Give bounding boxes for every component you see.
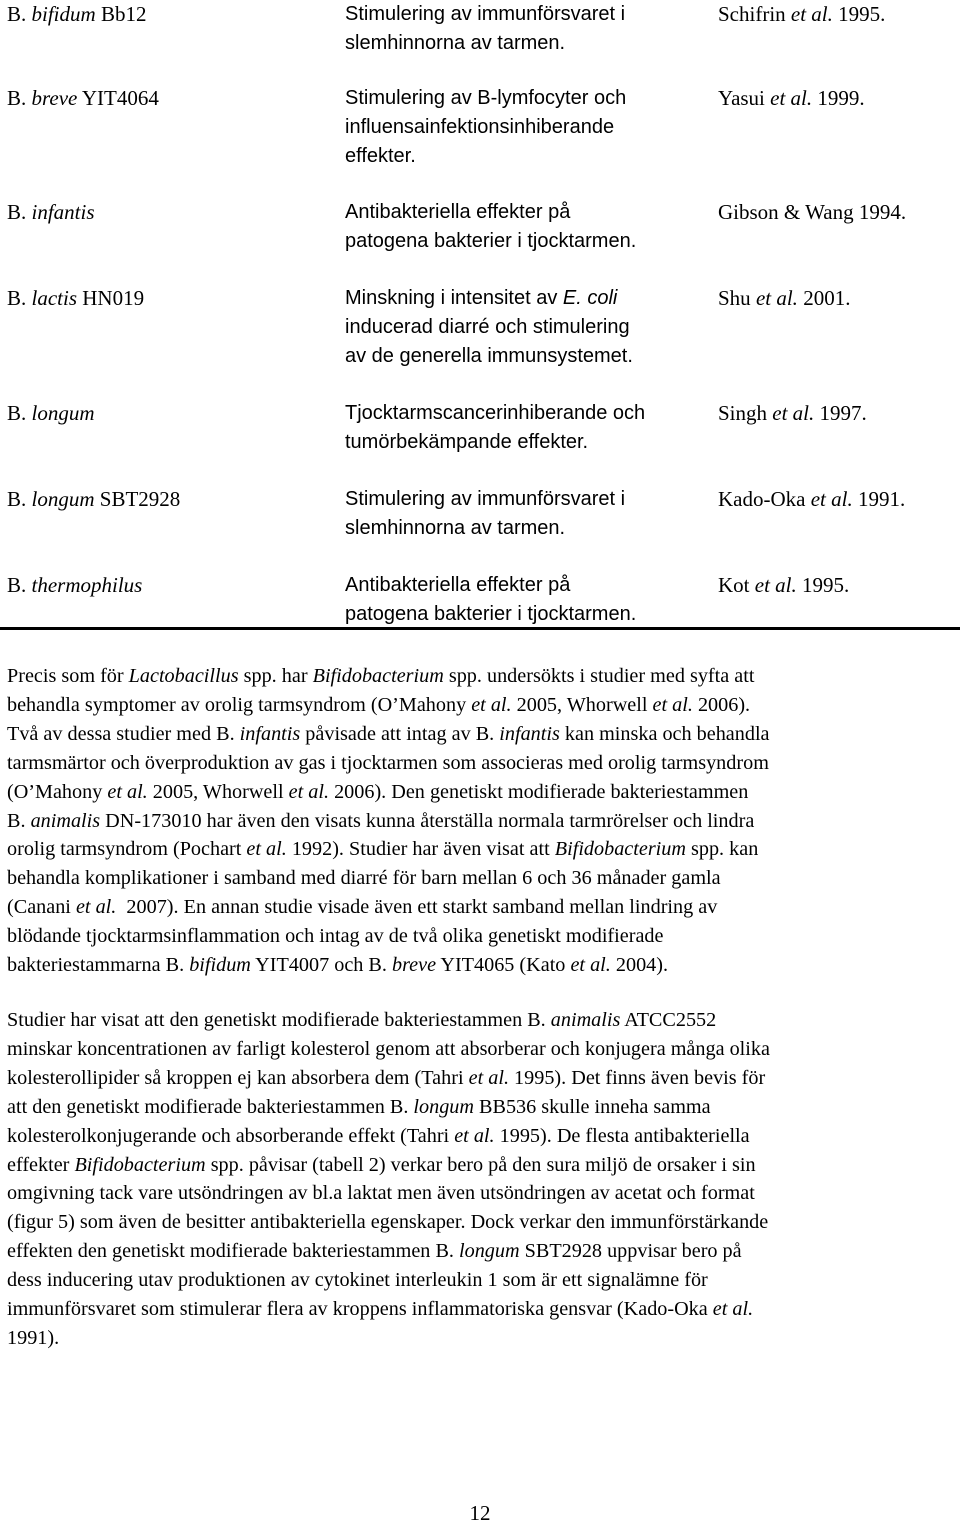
effect-cell bbox=[345, 0, 705, 58]
paragraph-line: tarmsmärtor och överproduktion av gas i tjocktarmen som associeras med orolig tarmsyndrom bbox=[7, 751, 769, 774]
effect-line: patogena bakterier i tjocktarmen. bbox=[345, 603, 637, 625]
page-number: 12 bbox=[469, 1501, 491, 1525]
paragraph-line: Två av dessa studier med B. infantis påvisade att intag av B. infantis kan minska och behandla bbox=[7, 722, 770, 745]
effect-cell bbox=[345, 485, 705, 543]
paragraph-line: orolig tarmsyndrom (Pochart et al. 1992). Studier har även visat att Bifidobacterium spp. kan bbox=[7, 838, 759, 861]
reference-cell: Kado-Oka et al. 1991. bbox=[718, 487, 906, 511]
paragraph-line: blödande tjocktarmsinflammation och intag av de två olika genetiskt modifierade bbox=[7, 925, 664, 948]
paragraph-line: kolesterollipider så kroppen ej kan absorbera dem (Tahri et al. 1995). Det finns även bevis för bbox=[7, 1066, 766, 1089]
effect-line: Minskning i intensitet av E. coli bbox=[345, 287, 618, 309]
effect-line: tumörbekämpande effekter. bbox=[345, 431, 589, 453]
paragraph-line: bakteriestammarna B. bifidum YIT4007 och B. breve YIT4065 (Kato et al. 2004). bbox=[7, 954, 669, 977]
paragraph-line: dess inducering utav produktionen av cytokinet interleukin 1 som är ett signalämne för bbox=[7, 1269, 708, 1292]
effect-cell bbox=[345, 571, 705, 629]
paragraph-line: Studier har visat att den genetiskt modifierade bakteriestammen B. animalis ATCC2552 bbox=[7, 1009, 717, 1031]
effect-line: Stimulering av B-lymfocyter och bbox=[345, 87, 627, 109]
effect-line: patogena bakterier i tjocktarmen. bbox=[345, 230, 637, 252]
paragraph-line: behandla symptomer av orolig tarmsyndrom (O’Mahony et al. 2005, Whorwell et al. 2006). bbox=[7, 693, 751, 716]
paragraph-cholesterol bbox=[7, 1006, 957, 1353]
effect-line: Antibakteriella effekter på bbox=[345, 201, 571, 223]
paragraph-line: omgivning tack vare utsöndringen av bl.a laktat men även utsöndringen av acetat och format bbox=[7, 1182, 755, 1205]
effect-line: Stimulering av immunförsvaret i bbox=[345, 488, 626, 510]
paragraph-line: immunförsvaret som stimulerar flera av kroppens inflammatoriska gensvar (Kado-Oka et al. bbox=[7, 1298, 754, 1321]
effect-line: slemhinnorna av tarmen. bbox=[345, 32, 566, 54]
bacteria-name-cell: B. longum bbox=[7, 401, 95, 425]
bacteria-name-cell: B. thermophilus bbox=[7, 573, 143, 597]
paragraph-line: effekten den genetiskt modifierade bakteriestammen B. longum SBT2928 uppvisar bero på bbox=[7, 1240, 742, 1263]
reference-cell: Singh et al. 1997. bbox=[718, 401, 867, 425]
effect-line: av de generella immunsystemet. bbox=[345, 345, 633, 367]
effect-cell bbox=[345, 284, 705, 371]
effect-line: Stimulering av immunförsvaret i bbox=[345, 3, 626, 25]
bacteria-name-cell: B. bifidum Bb12 bbox=[7, 2, 147, 26]
effect-line: Antibakteriella effekter på bbox=[345, 574, 571, 596]
bacteria-name-cell: B. infantis bbox=[7, 200, 95, 224]
paragraph-line: effekter Bifidobacterium spp. påvisar (tabell 2) verkar bero på den sura miljö de orsaker i sin bbox=[7, 1153, 756, 1176]
reference-cell: Schifrin et al. 1995. bbox=[718, 2, 886, 26]
bacteria-name-cell: B. longum SBT2928 bbox=[7, 487, 181, 511]
effect-line: effekter. bbox=[345, 145, 416, 167]
paragraph-line: (O’Mahony et al. 2005, Whorwell et al. 2006). Den genetiskt modifierade bakteriestammen bbox=[7, 780, 749, 803]
effect-cell bbox=[345, 84, 705, 171]
bacteria-name-cell: B. lactis HN019 bbox=[7, 286, 145, 310]
paragraph-line: Precis som för Lactobacillus spp. har Bifidobacterium spp. undersökts i studier med syfta att bbox=[7, 665, 755, 687]
paragraph-line: behandla komplikationer i samband med diarré för barn mellan 6 och 36 månader gamla bbox=[7, 867, 721, 890]
paragraph-line: B. animalis DN-173010 har även den visats kunna återställa normala tarmrörelser och lindra bbox=[7, 809, 755, 832]
bacteria-name-cell: B. breve YIT4064 bbox=[7, 86, 159, 110]
reference-cell: Yasui et al. 1999. bbox=[718, 86, 865, 110]
reference-cell: Gibson & Wang 1994. bbox=[718, 200, 907, 224]
effect-cell bbox=[345, 198, 705, 256]
paragraph-line: kolesterolkonjugerande och absorberande effekt (Tahri et al. 1995). De flesta antibakteriella bbox=[7, 1124, 750, 1147]
table-bottom-rule bbox=[0, 627, 960, 630]
paragraph-line: att den genetiskt modifierade bakteriestammen B. longum BB536 skulle inneha samma bbox=[7, 1095, 711, 1118]
reference-cell: Shu et al. 2001. bbox=[718, 286, 851, 310]
paragraph-line: (figur 5) som även de besitter antibakteriella egenskaper. Dock verkar den immunförstärkande bbox=[7, 1211, 769, 1234]
paragraph-ibs-studies bbox=[7, 662, 957, 980]
paragraph-line: minskar koncentrationen av farligt kolesterol genom att absorberar och konjugera många olika bbox=[7, 1037, 770, 1060]
effect-line: Tjocktarmscancerinhiberande och bbox=[345, 402, 646, 424]
paragraph-line: 1991). bbox=[7, 1326, 60, 1349]
effect-line: inducerad diarré och stimulering bbox=[345, 316, 630, 338]
reference-cell: Kot et al. 1995. bbox=[718, 573, 850, 597]
paragraph-line: (Canani et al. 2007). En annan studie visade även ett starkt samband mellan lindring av bbox=[7, 896, 718, 919]
effect-cell bbox=[345, 399, 705, 457]
effect-line: slemhinnorna av tarmen. bbox=[345, 517, 566, 539]
effect-line: influensainfektionsinhiberande bbox=[345, 116, 615, 138]
